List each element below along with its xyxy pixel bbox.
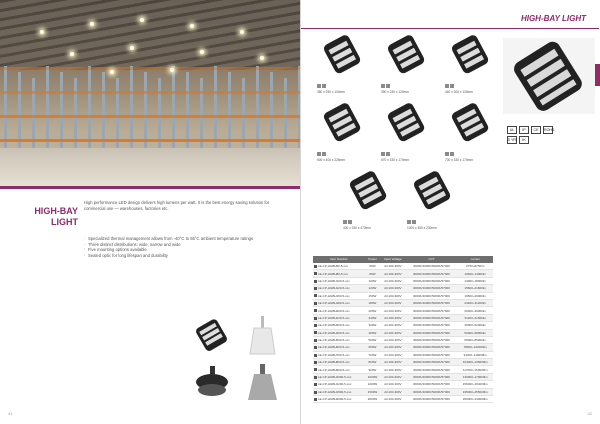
table-cell (313, 366, 365, 373)
spec-table (313, 256, 493, 403)
table-cell (313, 336, 365, 343)
table-cell (313, 344, 365, 351)
table-cell (457, 359, 493, 366)
swatch-row (445, 84, 454, 88)
table-cell (380, 351, 406, 358)
row-swatch (314, 280, 317, 283)
cell-text: LE-CP-HGBH2000-5-xxx (318, 397, 352, 402)
cell-text: AC100-300V (384, 352, 402, 357)
cell-text: 26000~36000lm (464, 308, 487, 313)
product-variant (315, 32, 371, 96)
table-row (313, 388, 493, 395)
product-variant (341, 168, 397, 232)
table-cell (365, 329, 380, 336)
row-swatch (314, 383, 317, 386)
cell-text: 3000K/4000K/5000K/5700K (412, 338, 451, 343)
highbay-fixture-image (315, 100, 371, 150)
table-cell (365, 277, 380, 284)
table-cell (313, 373, 365, 380)
table-cell (365, 270, 380, 277)
table-cell (313, 329, 365, 336)
table-row (313, 314, 493, 321)
product-variant (405, 168, 461, 232)
table-cell (380, 314, 406, 321)
cell-text: LE-CP-HGBH1000-5-xxx (318, 375, 352, 380)
header-rule (301, 28, 599, 29)
cell-text: 3000K/4000K/5000K/5700K (412, 382, 451, 387)
table-cell (313, 299, 365, 306)
table-cell (457, 329, 493, 336)
table-row (313, 270, 493, 277)
feature-list (84, 236, 284, 258)
accent-rule (0, 186, 300, 189)
table-cell (406, 396, 458, 403)
table-cell (406, 292, 458, 299)
table-cell (406, 388, 458, 395)
table-cell (313, 277, 365, 284)
table-row (313, 396, 493, 403)
cell-text: LE-CP-HGBH500-5-xxx (318, 338, 350, 343)
highbay-fixture-image (405, 168, 461, 218)
product-variant (443, 100, 499, 164)
cell-text: 3000K/4000K/5000K/5700K (412, 308, 451, 313)
cell-text: AC100-300V (384, 367, 402, 372)
table-cell (313, 292, 365, 299)
col-header: CCT (406, 256, 458, 263)
cell-text: 3000K/4000K/5000K/5700K (412, 263, 451, 268)
ip-rating-icon: IP (519, 126, 529, 134)
product-dimensions: 1000 x 350 x 230mm (407, 226, 437, 230)
table-row (313, 277, 493, 284)
table-row (313, 285, 493, 292)
table-cell (406, 359, 458, 366)
table-cell (457, 322, 493, 329)
table-cell (365, 285, 380, 292)
feature-item: · Three distinct distributions: wide, narrow and wide (84, 242, 284, 248)
cell-text: 150W (368, 293, 377, 298)
swatch-row (343, 220, 352, 224)
cell-text: 130000~170000lm (462, 375, 488, 380)
table-cell (313, 314, 365, 321)
cell-text: 195000~255000lm (462, 389, 488, 394)
feature-item: · Sealed optic for long lifespan and durability (84, 253, 284, 259)
row-swatch (314, 265, 317, 268)
table-cell (313, 388, 365, 395)
feature-item: · Specialized thermal management allows from -40°C to 55°C ambient temperature ratings (84, 236, 284, 242)
col-header: Input Voltage (380, 256, 406, 263)
table-cell (365, 307, 380, 314)
reflector-highbay-thumbnail (240, 362, 285, 406)
row-swatch (314, 391, 317, 394)
cell-text: 3000K/4000K/5000K/5700K (412, 360, 451, 365)
cell-text: 500W (368, 338, 377, 343)
table-row (313, 381, 493, 388)
table-cell (313, 307, 365, 314)
ik-rating-icon: IK (519, 136, 529, 144)
table-cell (380, 307, 406, 314)
highbay-fixture-image (443, 32, 499, 82)
table-cell (365, 351, 380, 358)
cell-text: LE-CP-HGBH900-5-xxx (318, 367, 350, 372)
highbay-fixture-image (379, 100, 435, 150)
cell-text: 91000~119000lm (463, 352, 487, 357)
cell-text: AC100-300V (384, 315, 402, 320)
product-dimensions: 390 x 230 x 120mm (381, 90, 409, 94)
table-row (313, 336, 493, 343)
cell-text: LE-CP-HGBH700-5-xxx (318, 352, 350, 357)
table-cell (313, 263, 365, 270)
col-header: Lumen (457, 256, 493, 263)
table-cell (313, 270, 365, 277)
cell-text: AC100-300V (384, 345, 402, 350)
cell-text: 120W (368, 286, 377, 291)
cell-text: 1200W (367, 382, 378, 387)
cell-text: AC100-300V (384, 397, 402, 402)
cell-text: LE-CP-HGBH200-5-xxx (318, 308, 350, 313)
cell-text: 180W (368, 301, 377, 306)
table-cell (406, 329, 458, 336)
table-cell (365, 366, 380, 373)
cell-text: 65000~85000lm (464, 338, 487, 343)
cell-text: 50W (369, 263, 376, 268)
table-cell (380, 381, 406, 388)
cell-text: 3000K/4000K/5000K/5700K (412, 345, 451, 350)
row-swatch (314, 324, 317, 327)
table-cell (313, 322, 365, 329)
table-cell (406, 351, 458, 358)
highbay-fixture-image (315, 32, 371, 82)
highbay-fixture-image (341, 168, 397, 218)
ce-icon: CE (531, 126, 541, 134)
table-cell (365, 322, 380, 329)
cell-text: AC100-300V (384, 360, 402, 365)
table-row (313, 329, 493, 336)
table-cell (457, 351, 493, 358)
product-variant (315, 100, 371, 164)
warranty-icon: 5 YR (508, 138, 516, 142)
table-cell (457, 366, 493, 373)
page-number: 42 (587, 411, 592, 416)
product-dimensions: 500 x 400 x 226mm (317, 158, 345, 162)
hero-product-image (503, 38, 595, 114)
row-swatch (314, 361, 317, 364)
cell-text: 156000~204000lm (462, 382, 488, 387)
table-cell (457, 396, 493, 403)
cell-text: 700W (368, 352, 377, 357)
cell-text: AC100-300V (384, 263, 402, 268)
cell-text: 300W (368, 323, 377, 328)
table-cell (457, 307, 493, 314)
cell-text: 80W (369, 271, 376, 276)
cell-text: 3000K/4000K/5000K/5700K (412, 271, 451, 276)
cell-text: 3000K/4000K/5000K/5700K (412, 278, 451, 283)
table-cell (457, 388, 493, 395)
table-cell (457, 270, 493, 277)
feature-item: · Five mounting options available (84, 247, 284, 253)
table-cell (457, 381, 493, 388)
cell-text: 6750~8750lm (466, 263, 485, 268)
table-row (313, 322, 493, 329)
table-cell (457, 344, 493, 351)
warehouse-photo (0, 0, 300, 186)
col-header: Item Number (313, 256, 365, 263)
swatch-row (445, 152, 454, 156)
row-swatch (314, 287, 317, 290)
table-cell (406, 270, 458, 277)
row-swatch (314, 398, 317, 401)
table-row (313, 373, 493, 380)
row-swatch (314, 294, 317, 297)
col-header: Power (365, 256, 380, 263)
cell-text: LE-CP-HGBH100-5-xxx (318, 278, 350, 283)
table-cell (457, 373, 493, 380)
table-cell (380, 373, 406, 380)
product-dimensions: 360 x 250 x 100mm (317, 90, 345, 94)
cell-text: 104000~136000lm (462, 360, 488, 365)
table-cell (380, 270, 406, 277)
table-cell (365, 299, 380, 306)
table-cell (380, 388, 406, 395)
cell-text: AC100-300V (384, 338, 402, 343)
cell-text: AC100-300V (384, 286, 402, 291)
product-variant (379, 100, 435, 164)
cell-text: LE-CP-HGBH240-5-xxx (318, 315, 350, 320)
cell-text: LE-CP-HGBH1200-5-xxx (318, 382, 352, 387)
table-cell (380, 322, 406, 329)
cell-text: 3000K/4000K/5000K/5700K (412, 301, 451, 306)
page-number: 41 (8, 411, 13, 416)
table-cell (365, 396, 380, 403)
table-row (313, 307, 493, 314)
product-dimensions: 570 x 330 x 170mm (381, 158, 409, 162)
cell-text: 2000W (367, 397, 378, 402)
cell-text: 3000K/4000K/5000K/5700K (412, 330, 451, 335)
swatch-row (381, 152, 390, 156)
cell-text: AC100-300V (384, 278, 402, 283)
section-title: HIGH-BAY LIGHT (34, 206, 78, 227)
cell-text: LE-CP-HGBH800-5-xxx (318, 360, 350, 365)
table-cell (365, 263, 380, 270)
cell-text: 31200~41600lm (464, 315, 487, 320)
table-cell (380, 336, 406, 343)
table-cell (406, 322, 458, 329)
cell-text: 52000~68000lm (464, 330, 487, 335)
table-cell (457, 277, 493, 284)
table-row (313, 292, 493, 299)
table-cell (365, 359, 380, 366)
table-cell (380, 366, 406, 373)
table-cell (457, 336, 493, 343)
product-dimensions: 440 x 300 x 130mm (445, 90, 473, 94)
cell-text: AC100-300V (384, 382, 402, 387)
table-cell (380, 299, 406, 306)
row-swatch (314, 317, 317, 320)
cell-text: LE-CP-HGBH300-5-xxx (318, 323, 350, 328)
table-row (313, 299, 493, 306)
table-cell (406, 344, 458, 351)
table-cell (365, 388, 380, 395)
cell-text: 19500~26000lm (464, 293, 487, 298)
product-variant (379, 32, 435, 96)
row-swatch (314, 302, 317, 305)
row-swatch (314, 368, 317, 371)
table-cell (380, 292, 406, 299)
table-cell (406, 285, 458, 292)
cell-text: 1500W (367, 389, 378, 394)
cell-text: 10400~14000lm (464, 271, 487, 276)
cell-text: 78000~102000lm (463, 345, 487, 350)
floodlight-thumbnail (190, 314, 235, 358)
cell-text: 260000~340000lm (462, 397, 488, 402)
cell-text: 200W (368, 308, 377, 313)
cell-text: 400W (368, 330, 377, 335)
cell-text: 240W (368, 315, 377, 320)
table-cell (406, 373, 458, 380)
table-cell (313, 351, 365, 358)
cell-text: 3000K/4000K/5000K/5700K (412, 375, 451, 380)
table-cell (380, 359, 406, 366)
row-swatch (314, 354, 317, 357)
product-dimensions: 700 x 330 x 170mm (445, 158, 473, 162)
table-cell (313, 396, 365, 403)
cell-text: 13000~18000lm (464, 278, 487, 283)
swatch-row (407, 220, 416, 224)
row-swatch (314, 376, 317, 379)
rohs-icon: ROHS (544, 128, 555, 132)
swatch-row (381, 84, 390, 88)
cell-text: AC100-300V (384, 293, 402, 298)
table-cell (380, 329, 406, 336)
highbay-fixture-image (443, 100, 499, 150)
product-variant (443, 32, 499, 96)
cell-text: 3000K/4000K/5000K/5700K (412, 315, 451, 320)
table-row (313, 344, 493, 351)
certification-icons (507, 126, 557, 144)
row-swatch (314, 309, 317, 312)
cell-text: LE-CP-HGBH1500-5-xxx (318, 389, 352, 394)
table-cell (313, 381, 365, 388)
table-cell (365, 336, 380, 343)
cell-text: 3000K/4000K/5000K/5700K (412, 293, 451, 298)
swatch-row (317, 84, 326, 88)
table-cell (406, 314, 458, 321)
cell-text: 39000~52000lm (464, 323, 487, 328)
table-cell (380, 277, 406, 284)
table-cell (313, 285, 365, 292)
highbay-fixture-image (379, 32, 435, 82)
table-cell (365, 314, 380, 321)
ul-icon: UL (507, 126, 517, 134)
cell-text: AC100-300V (384, 375, 402, 380)
cell-text: 3000K/4000K/5000K/5700K (412, 397, 451, 402)
cell-text: LE-CP-HGBH400-5-xxx (318, 330, 350, 335)
table-row (313, 366, 493, 373)
row-swatch (314, 272, 317, 275)
table-cell (365, 373, 380, 380)
cell-text: 3000K/4000K/5000K/5700K (412, 323, 451, 328)
cell-text: AC100-300V (384, 301, 402, 306)
table-cell (457, 263, 493, 270)
table-cell (365, 381, 380, 388)
page-header: HIGH-BAY LIGHT (520, 14, 586, 23)
cell-text: 600W (368, 345, 377, 350)
cell-text: 1000W (367, 375, 378, 380)
table-cell (406, 381, 458, 388)
cell-text: 15600~21600lm (464, 286, 487, 291)
product-dimensions: 400 x 330 x 470mm (343, 226, 371, 230)
table-cell (406, 277, 458, 284)
accessory-thumbnails (190, 314, 290, 406)
table-cell (380, 263, 406, 270)
pendant-thumbnail (240, 314, 285, 358)
table-row (313, 263, 493, 270)
table-cell (365, 344, 380, 351)
cell-text: AC100-300V (384, 330, 402, 335)
table-cell (457, 285, 493, 292)
ufo-highbay-thumbnail (190, 362, 235, 406)
table-cell (406, 366, 458, 373)
cell-text: LE-CP-HGBH80-5-xxx (318, 271, 349, 276)
table-cell (380, 344, 406, 351)
table-cell (457, 292, 493, 299)
table-cell (380, 396, 406, 403)
table-cell (406, 336, 458, 343)
intro-text: High performance LED design delivers high lumens per watt. It is the best energy saving solution for commercial use — warehouses, factories etc. (84, 200, 270, 211)
cell-text: 117000~153000lm (462, 367, 488, 372)
row-swatch (314, 339, 317, 342)
cell-text: 900W (368, 367, 377, 372)
table-cell (365, 292, 380, 299)
cell-text: 3000K/4000K/5000K/5700K (412, 389, 451, 394)
table-cell (457, 314, 493, 321)
cell-text: AC100-300V (384, 389, 402, 394)
cell-text: 100W (368, 278, 377, 283)
table-cell (406, 299, 458, 306)
table-cell (457, 299, 493, 306)
table-cell (406, 307, 458, 314)
cell-text: LE-CP-HGBH120-5-xxx (318, 286, 350, 291)
row-swatch (314, 346, 317, 349)
table-cell (380, 285, 406, 292)
right-page (300, 0, 600, 424)
cell-text: LE-CP-HGBH50-5-xxx (318, 263, 349, 268)
cell-text: AC100-300V (384, 308, 402, 313)
cell-text: 3000K/4000K/5000K/5700K (412, 352, 451, 357)
row-swatch (314, 331, 317, 334)
cell-text: LE-CP-HGBH180-5-xxx (318, 301, 350, 306)
cell-text: LE-CP-HGBH600-5-xxx (318, 345, 350, 350)
cell-text: 3000K/4000K/5000K/5700K (412, 367, 451, 372)
table-cell (313, 359, 365, 366)
cell-text: 23400~31200lm (464, 301, 487, 306)
cell-text: LE-CP-HGBH150-5-xxx (318, 293, 350, 298)
cell-text: AC100-300V (384, 323, 402, 328)
table-cell (406, 263, 458, 270)
swatch-row (317, 152, 326, 156)
table-row (313, 359, 493, 366)
table-row (313, 351, 493, 358)
cell-text: 800W (368, 360, 377, 365)
cell-text: AC100-300V (384, 271, 402, 276)
cell-text: 3000K/4000K/5000K/5700K (412, 286, 451, 291)
